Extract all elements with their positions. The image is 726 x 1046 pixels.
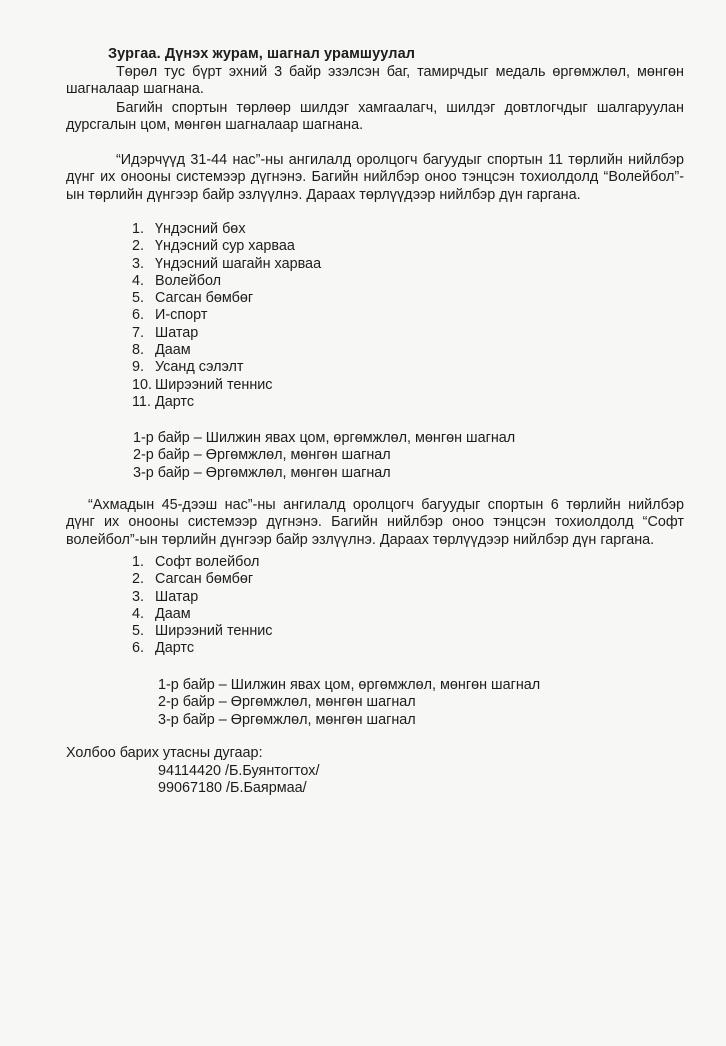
list-item: 5. Сагсан бөмбөг [132, 290, 254, 307]
contact-phone: 99067180 /Б.Баярмаа/ [158, 780, 307, 796]
list-item: 5. Ширээний теннис [132, 623, 273, 640]
list-item: 10. Ширээний теннис [132, 376, 273, 393]
award-line: 3-р байр – Өргөмжлөл, мөнгөн шагнал [158, 711, 416, 728]
list-item: 11. Дартс [132, 393, 195, 410]
award-line: 1-р байр – Шилжин явах цом, өргөмжлөл, мөнгөн шагнал [133, 430, 516, 446]
list-item: 9. Усанд сэлэлт [132, 359, 244, 376]
list-item: 2. Үндэсний сур харваа [132, 238, 295, 255]
paragraph-best-players: Багийн спортын төрлөөр шилдэг хамгаалагч, шилдэг довтлогчдыг шалгаруулан дурсгалын цом, мөнгөн шагналаар шагнана. [66, 100, 684, 134]
contact-label: Холбоо барих утасны дугаар: [66, 745, 263, 761]
sports-list-31-44 [132, 221, 321, 411]
paragraph-age-31-44: “Идэрчүүд 31-44 нас”-ны ангилалд оролцогч багуудыг спортын 11 төрлийн нийлбэр дүнг их онооны системээр дүгнэнэ. Багийн нийлбэр оноо тэнцсэн тохиолдолд “Волейбол”-ын төрлийн дүнгээр байр эзлүүлнэ. Дараах төрлүүдээр нийлбэр дүн гаргана. [66, 152, 684, 203]
list-item: 8. Даам [132, 342, 191, 359]
list-item: 3. Шатар [132, 588, 199, 605]
list-item: 4. Даам [132, 605, 191, 622]
list-item: 3. Үндэсний шагайн харваа [132, 255, 322, 272]
paragraph-medals: Төрөл тус бүрт эхний 3 байр эзэлсэн баг, тамирчдыг медаль өргөмжлөл, мөнгөн шагналаар шагнана. [66, 64, 684, 98]
list-item: 4. Волейбол [132, 272, 222, 289]
award-line: 3-р байр – Өргөмжлөл, мөнгөн шагнал [133, 464, 391, 481]
contact-phone: 94114420 /Б.Буянтогтох/ [158, 763, 320, 779]
list-item: 6. И-спорт [132, 307, 208, 324]
list-item: 1. Үндэсний бөх [132, 221, 246, 237]
award-line: 2-р байр – Өргөмжлөл, мөнгөн шагнал [133, 447, 391, 464]
list-item: 7. Шатар [132, 324, 199, 341]
award-line: 2-р байр – Өргөмжлөл, мөнгөн шагнал [158, 694, 416, 711]
list-item: 2. Сагсан бөмбөг [132, 571, 254, 588]
sports-list-45-plus [132, 554, 273, 658]
section-heading: Зургаа. Дүнэх журам, шагнал урамшуулал [108, 46, 416, 62]
award-line: 1-р байр – Шилжин явах цом, өргөмжлөл, мөнгөн шагнал [158, 677, 541, 693]
paragraph-age-45-plus: “Ахмадын 45-дээш нас”-ны ангилалд оролцогч багуудыг спортын 6 төрлийн нийлбэр дүнг их онооны системээр дүгнэнэ. Багийн нийлбэр оноо тэнцсэн тохиолдолд “Софт волейбол”-ын төрлийн дүнгээр байр эзлүүлнэ. Дараах төрлүүдээр нийлбэр дүн гаргана. [66, 497, 684, 548]
awards-45-plus [158, 677, 540, 729]
list-item: 6. Дартс [132, 640, 195, 657]
awards-31-44 [133, 430, 515, 482]
list-item: 1. Софт волейбол [132, 554, 260, 570]
